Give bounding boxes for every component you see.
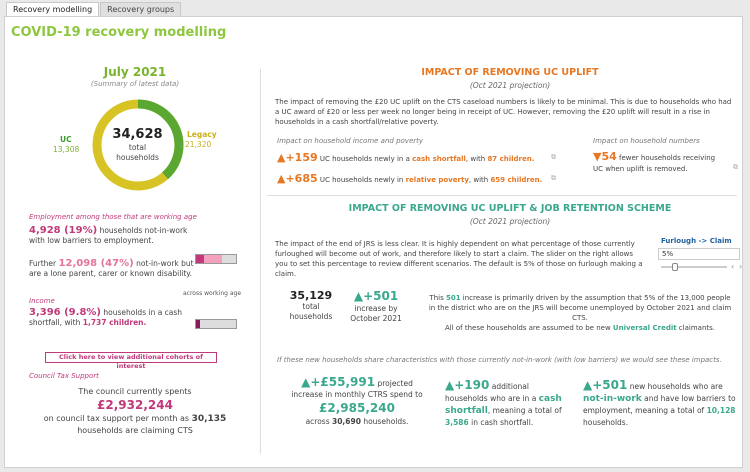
external-link-icon[interactable]: ⧉: [551, 174, 556, 182]
employment-stat-further: Further 12,098 (47%) not-in-work but are a lone parent, carer or known disability.: [29, 258, 194, 278]
column-divider: [260, 69, 261, 454]
furlough-slider-handle[interactable]: [672, 263, 678, 271]
not-in-work-stat: ▲+501 new households who are not-in-work and have low barriers to employment, meaning a total of 10,128 households.: [583, 378, 736, 427]
total-households-value: 34,628: [112, 127, 163, 142]
cash-shortfall-stat: ▲+190 additional households who are in a cash shortfall, meaning a total of 3,586 in cash shortfall.: [445, 378, 562, 427]
tab-recovery-modelling[interactable]: Recovery modelling: [6, 2, 99, 16]
page-title: COVID-19 recovery modelling: [11, 25, 227, 40]
section-divider: [267, 195, 737, 196]
up-arrow-icon: ▲: [277, 151, 286, 164]
jrs-paragraph: The impact of the end of JRS is less clear. It is highly dependent on what percentage of those currently furloughed will become out of work, and therefore likely to start a claim. The slider on the right allows you to set this percentage to review different scenarios. The default is 5% of those on furlough making a claim.: [275, 240, 643, 278]
furlough-slider-value[interactable]: 5%: [658, 248, 740, 260]
uc-uplift-projection: (Oct 2021 projection): [469, 81, 551, 90]
view-cohorts-button[interactable]: Click here to view additional cohorts of interest: [45, 352, 217, 363]
external-link-icon[interactable]: ⧉: [733, 163, 738, 171]
furlough-slider-track[interactable]: [661, 266, 727, 268]
employment-bar-caption: across working age: [183, 290, 242, 297]
impact-numbers-heading: Impact on household numbers: [593, 137, 700, 145]
jrs-increase: ▲+501 increase by October 2021: [350, 289, 402, 323]
cash-shortfall-row: ▲+159 UC households newly in a cash shortfall, with 87 children.: [277, 151, 535, 164]
dashboard: [4, 16, 743, 468]
uc-uplift-title: IMPACT OF REMOVING UC UPLIFT: [421, 67, 599, 78]
employment-stat-low-barriers: 4,928 (19%) households not-in-work with low barriers to employment.: [29, 225, 188, 245]
legacy-value: 21,320: [185, 140, 212, 149]
slider-step-right-icon[interactable]: ›: [739, 262, 743, 271]
tab-bar: [6, 2, 182, 16]
uc-label: UC: [60, 135, 72, 144]
employment-heading: Employment among those that are working age: [29, 213, 197, 221]
jrs-projection: (Oct 2021 projection): [469, 217, 551, 226]
external-link-icon[interactable]: ⧉: [551, 153, 556, 161]
down-arrow-icon: ▼: [593, 150, 602, 163]
council-tax-heading: Council Tax Support: [29, 372, 99, 380]
council-tax-summary: The council currently spents £2,932,244 on council tax support per month as 30,135 households are claiming CTS: [25, 386, 245, 436]
income-bar: [195, 319, 237, 329]
income-heading: Income: [29, 297, 55, 305]
jrs-title: IMPACT OF REMOVING UC UPLIFT & JOB RETENTION SCHEME: [348, 203, 672, 214]
relative-poverty-row: ▲+685 UC households newly in relative poverty, with 659 children.: [277, 172, 543, 185]
impact-income-heading: Impact on household income and poverty: [277, 137, 424, 145]
up-arrow-icon: ▲: [445, 378, 455, 392]
tab-recovery-groups[interactable]: Recovery groups: [100, 2, 181, 16]
employment-bar: [195, 254, 237, 264]
summary-month: July 2021: [103, 65, 167, 79]
uc-uplift-paragraph: The impact of removing the £20 UC uplift on the CTS caseload numbers is likely to be minimal. This is due to households who had a UC award of £20 or less per week no longer being in receipt of UC. However, removing the £20 uplift will result in a rise in households in a cash shortfall/relative poverty.: [275, 98, 732, 126]
jrs-explanation: This 501 increase is primarily driven by the assumption that 5% of the 13,000 people in the district who are on the JRS will become unemployed by October 2021 and claim CTS. All of these households are assumed to be new Universal Credit claimants.: [428, 294, 732, 332]
fewer-households-stat: ▼54 fewer households receiving UC when uplift is removed.: [593, 150, 716, 173]
summary-subtitle: (Summary of latest data): [90, 80, 180, 88]
up-arrow-icon: ▲: [301, 375, 311, 389]
total-households-label: total households: [116, 143, 159, 162]
jrs-total-households: 35,129 total households: [289, 289, 333, 321]
furlough-slider-label: Furlough -> Claim: [661, 237, 732, 245]
legacy-label: Legacy: [187, 130, 217, 139]
ctrs-spend-stat: ▲+£55,991 projected increase in monthly CTRS spend to £2,985,240 across 30,690 households.: [291, 375, 423, 426]
up-arrow-icon: ▲: [583, 378, 593, 392]
scenario-note: If these new households share characteristics with those currently not-in-work (with low barriers) we would see these impacts.: [277, 356, 722, 364]
slider-step-left-icon[interactable]: ‹: [731, 262, 735, 271]
up-arrow-icon: ▲: [353, 289, 364, 303]
uc-value: 13,308: [53, 145, 80, 154]
up-arrow-icon: ▲: [277, 172, 286, 185]
council-tax-amount: £2,932,244: [97, 398, 173, 412]
income-stat: 3,396 (9.8%) households in a cash shortfall, with 1,737 children.: [29, 307, 183, 327]
